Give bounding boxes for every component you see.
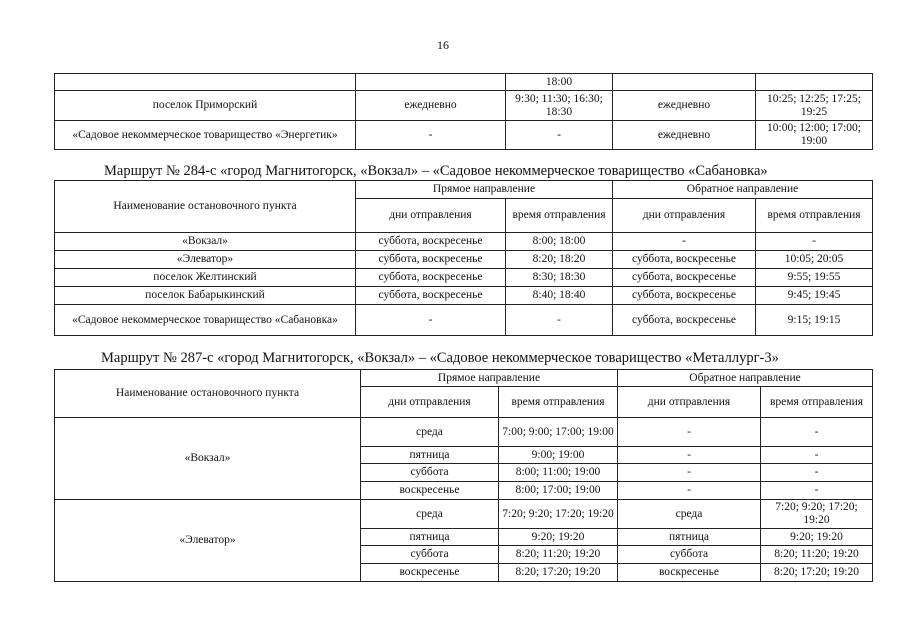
forward-days-cell: среда [361,418,499,447]
backward-time-cell: 9:20; 19:20 [761,529,873,546]
backward-days-cell: ежедневно [613,121,756,150]
forward-days-cell: суббота, воскресенье [356,269,506,287]
forward-time-cell: 18:00 [506,74,613,91]
stop-cell [55,74,356,91]
backward-time-cell: - [761,464,873,482]
route-284-caption: Маршрут № 284-с «город Магнитогорск, «Вокзал» – «Садовое некоммерческое товарищество «Сабановка» [104,163,768,179]
table-row [55,121,873,150]
route-287-table [54,369,873,582]
forward-time-cell: 8:00; 17:00; 19:00 [499,482,618,500]
forward-direction-header: Прямое направление [356,181,613,199]
backward-time-cell: - [761,418,873,447]
backward-time-cell: 9:45; 19:45 [756,287,873,305]
forward-time-cell: 8:20; 11:20; 19:20 [499,546,618,564]
forward-time-cell: 8:20; 17:20; 19:20 [499,564,618,582]
forward-time-cell: - [506,121,613,150]
forward-days-cell: воскресенье [361,564,499,582]
forward-time-cell: 8:30; 18:30 [506,269,613,287]
table-row [55,305,873,336]
backward-time-cell [756,74,873,91]
forward-days-cell: среда [361,500,499,529]
forward-days-cell [356,74,506,91]
backward-days-cell: среда [618,500,761,529]
continuation-table [54,73,873,150]
forward-time-cell: 8:00; 11:00; 19:00 [499,464,618,482]
table-row [55,91,873,121]
forward-days-cell: воскресенье [361,482,499,500]
backward-time-cell: 8:20; 11:20; 19:20 [761,546,873,564]
backward-days-cell: суббота, воскресенье [613,251,756,269]
backward-days-cell: суббота [618,546,761,564]
backward-time-cell: 7:20; 9:20; 17:20; 19:20 [761,500,873,529]
forward-direction-header: Прямое направление [361,370,618,387]
backward-days-cell [613,74,756,91]
forward-time-cell: 8:00; 18:00 [506,233,613,251]
forward-days-cell: суббота [361,546,499,564]
backward-time-cell: 10:00; 12:00; 17:00; 19:00 [756,121,873,150]
stop-header: Наименование остановочного пункта [55,181,356,233]
backward-days-cell: суббота, воскресенье [613,287,756,305]
backward-time-cell: - [761,447,873,464]
table-row [55,251,873,269]
route-284-table [54,180,873,336]
backward-days-cell: - [618,482,761,500]
backward-days-cell: суббота, воскресенье [613,269,756,287]
forward-days-header: дни отправления [356,199,506,233]
backward-days-cell: воскресенье [618,564,761,582]
forward-time-cell: 9:00; 19:00 [499,447,618,464]
forward-days-cell: - [356,121,506,150]
backward-days-cell: - [613,233,756,251]
backward-days-cell: - [618,418,761,447]
backward-time-cell: 10:25; 12:25; 17:25; 19:25 [756,91,873,121]
forward-time-cell: 7:00; 9:00; 17:00; 19:00 [499,418,618,447]
stop-cell: «Вокзал» [55,233,356,251]
forward-days-cell: ежедневно [356,91,506,121]
backward-days-cell: пятница [618,529,761,546]
forward-time-cell: 7:20; 9:20; 17:20; 19:20 [499,500,618,529]
backward-time-header: время отправления [761,387,873,418]
forward-time-cell: 8:20; 18:20 [506,251,613,269]
backward-time-cell: - [761,482,873,500]
backward-time-header: время отправления [756,199,873,233]
backward-direction-header: Обратное направление [613,181,873,199]
backward-time-cell: 10:05; 20:05 [756,251,873,269]
forward-days-cell: суббота, воскресенье [356,287,506,305]
page-number: 16 [437,38,449,52]
stop-cell: поселок Приморский [55,91,356,121]
stop-header: Наименование остановочного пункта [55,370,361,418]
backward-time-cell: 9:15; 19:15 [756,305,873,336]
forward-days-cell: суббота, воскресенье [356,251,506,269]
forward-days-cell: суббота, воскресенье [356,233,506,251]
stop-cell: «Элеватор» [55,500,361,582]
forward-days-cell: пятница [361,447,499,464]
stop-cell: «Садовое некоммерческое товарищество «Энергетик» [55,121,356,150]
forward-time-header: время отправления [499,387,618,418]
forward-time-cell: 8:40; 18:40 [506,287,613,305]
table-row [55,418,873,447]
forward-time-header: время отправления [506,199,613,233]
forward-days-cell: - [356,305,506,336]
forward-time-cell: 9:30; 11:30; 16:30; 18:30 [506,91,613,121]
backward-days-cell: ежедневно [613,91,756,121]
stop-cell: «Элеватор» [55,251,356,269]
table-row [55,74,873,91]
backward-days-cell: - [618,464,761,482]
backward-days-cell: суббота, воскресенье [613,305,756,336]
forward-time-cell: 9:20; 19:20 [499,529,618,546]
table-row [55,500,873,529]
table-row [55,269,873,287]
stop-cell: поселок Бабарыкинский [55,287,356,305]
forward-days-header: дни отправления [361,387,499,418]
forward-days-cell: суббота [361,464,499,482]
forward-days-cell: пятница [361,529,499,546]
route-287-caption: Маршрут № 287-с «город Магнитогорск, «Вокзал» – «Садовое некоммерческое товарищество «Металлург-3» [101,350,779,366]
backward-days-cell: - [618,447,761,464]
backward-time-cell: - [756,233,873,251]
table-row [55,287,873,305]
header-row [55,181,873,199]
backward-days-header: дни отправления [618,387,761,418]
header-row [55,370,873,387]
stop-cell: «Вокзал» [55,418,361,500]
forward-time-cell: - [506,305,613,336]
stop-cell: «Садовое некоммерческое товарищество «Сабановка» [55,305,356,336]
backward-direction-header: Обратное направление [618,370,873,387]
backward-time-cell: 9:55; 19:55 [756,269,873,287]
backward-time-cell: 8:20; 17:20; 19:20 [761,564,873,582]
backward-days-header: дни отправления [613,199,756,233]
stop-cell: поселок Желтинский [55,269,356,287]
table-row [55,233,873,251]
